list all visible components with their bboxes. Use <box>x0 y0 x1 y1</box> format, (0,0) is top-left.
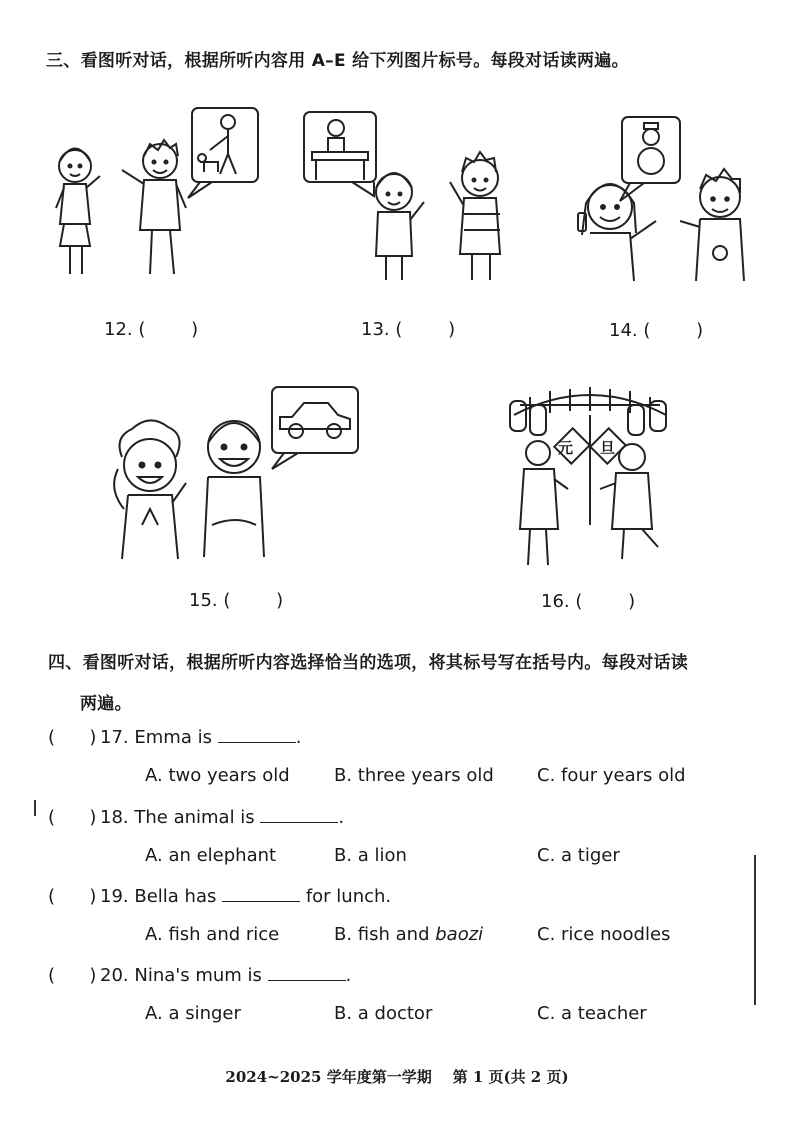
picture-13 <box>302 110 522 285</box>
question-number: 20. <box>100 965 129 986</box>
answer-paren[interactable]: ( ) <box>138 319 199 340</box>
option-18-b: B. a lion <box>334 845 407 866</box>
question-stem-end: . <box>295 727 302 748</box>
question-stem-end: for lunch. <box>300 886 392 907</box>
option-20-a: A. a singer <box>145 1003 241 1024</box>
option-19-c: C. rice noodles <box>537 924 671 945</box>
option-19-b <box>334 924 483 945</box>
answer-blank <box>218 726 296 743</box>
answer-paren[interactable]: ( ) <box>48 886 97 907</box>
option-19-b-italic: baozi <box>435 924 484 945</box>
option-20-b: B. a doctor <box>334 1003 433 1024</box>
option-17-b: B. three years old <box>334 765 494 786</box>
option-17-c: C. four years old <box>537 765 686 786</box>
picture-label-14 <box>609 320 703 341</box>
question-stem-end: . <box>345 965 352 986</box>
label-number: 13. <box>361 319 390 340</box>
picture-label-15 <box>189 590 283 611</box>
option-17-a: A. two years old <box>145 765 290 786</box>
picture-label-13 <box>361 319 455 340</box>
question-20 <box>48 964 351 986</box>
lantern-char-dan: 旦 <box>600 439 616 457</box>
option-18-c: C. a tiger <box>537 845 620 866</box>
girl-boy-blind-man-with-guide-dog-icon <box>40 106 270 286</box>
question-stem: Emma is <box>134 727 212 748</box>
question-19 <box>48 885 391 907</box>
picture-16 <box>500 375 680 575</box>
answer-paren[interactable]: ( ) <box>575 591 636 612</box>
question-number: 19. <box>100 886 129 907</box>
scan-dot-mark <box>34 800 36 816</box>
option-20-c: C. a teacher <box>537 1003 647 1024</box>
picture-label-12 <box>104 319 198 340</box>
question-number: 18. <box>100 807 129 828</box>
question-stem: Bella has <box>134 886 217 907</box>
section4-heading-line1: 四、看图听对话，根据所听内容选择恰当的选项，将其标号写在括号内。每段对话读 <box>48 653 689 673</box>
answer-blank <box>260 806 338 823</box>
picture-12 <box>40 106 270 286</box>
label-number: 14. <box>609 320 638 341</box>
girl-phone-snowman-icon <box>570 115 770 285</box>
question-stem-end: . <box>338 807 345 828</box>
question-18 <box>48 806 344 828</box>
kids-waving-person-at-desk-icon <box>302 110 522 285</box>
answer-paren[interactable]: ( ) <box>48 727 97 748</box>
kids-laughing-car-icon <box>100 385 365 565</box>
new-year-lanterns-greeting-icon <box>500 375 680 575</box>
picture-14 <box>570 115 770 285</box>
picture-label-16 <box>541 591 635 612</box>
option-19-b-text: B. fish and <box>334 924 436 945</box>
answer-paren[interactable]: ( ) <box>395 319 456 340</box>
answer-paren[interactable]: ( ) <box>48 807 97 828</box>
section3-heading: 三、看图听对话，根据所听内容用 A–E 给下列图片标号。每段对话读两遍。 <box>46 51 629 71</box>
answer-blank <box>268 964 346 981</box>
picture-15 <box>100 385 365 565</box>
section4-heading-line2: 两遍。 <box>80 694 132 714</box>
option-18-a: A. an elephant <box>145 845 277 866</box>
label-number: 15. <box>189 590 218 611</box>
answer-blank <box>222 885 300 902</box>
label-number: 16. <box>541 591 570 612</box>
page-footer: 2024~2025 学年度第一学期 第 1 页(共 2 页) <box>225 1068 569 1086</box>
question-stem: The animal is <box>134 807 255 828</box>
question-stem: Nina's mum is <box>134 965 262 986</box>
question-number: 17. <box>100 727 129 748</box>
answer-paren[interactable]: ( ) <box>643 320 704 341</box>
scan-edge-mark <box>754 855 756 1005</box>
label-number: 12. <box>104 319 133 340</box>
answer-paren[interactable]: ( ) <box>48 965 97 986</box>
lantern-char-yuan: 元 <box>558 439 574 457</box>
question-17 <box>48 726 301 748</box>
option-19-a: A. fish and rice <box>145 924 280 945</box>
answer-paren[interactable]: ( ) <box>223 590 284 611</box>
